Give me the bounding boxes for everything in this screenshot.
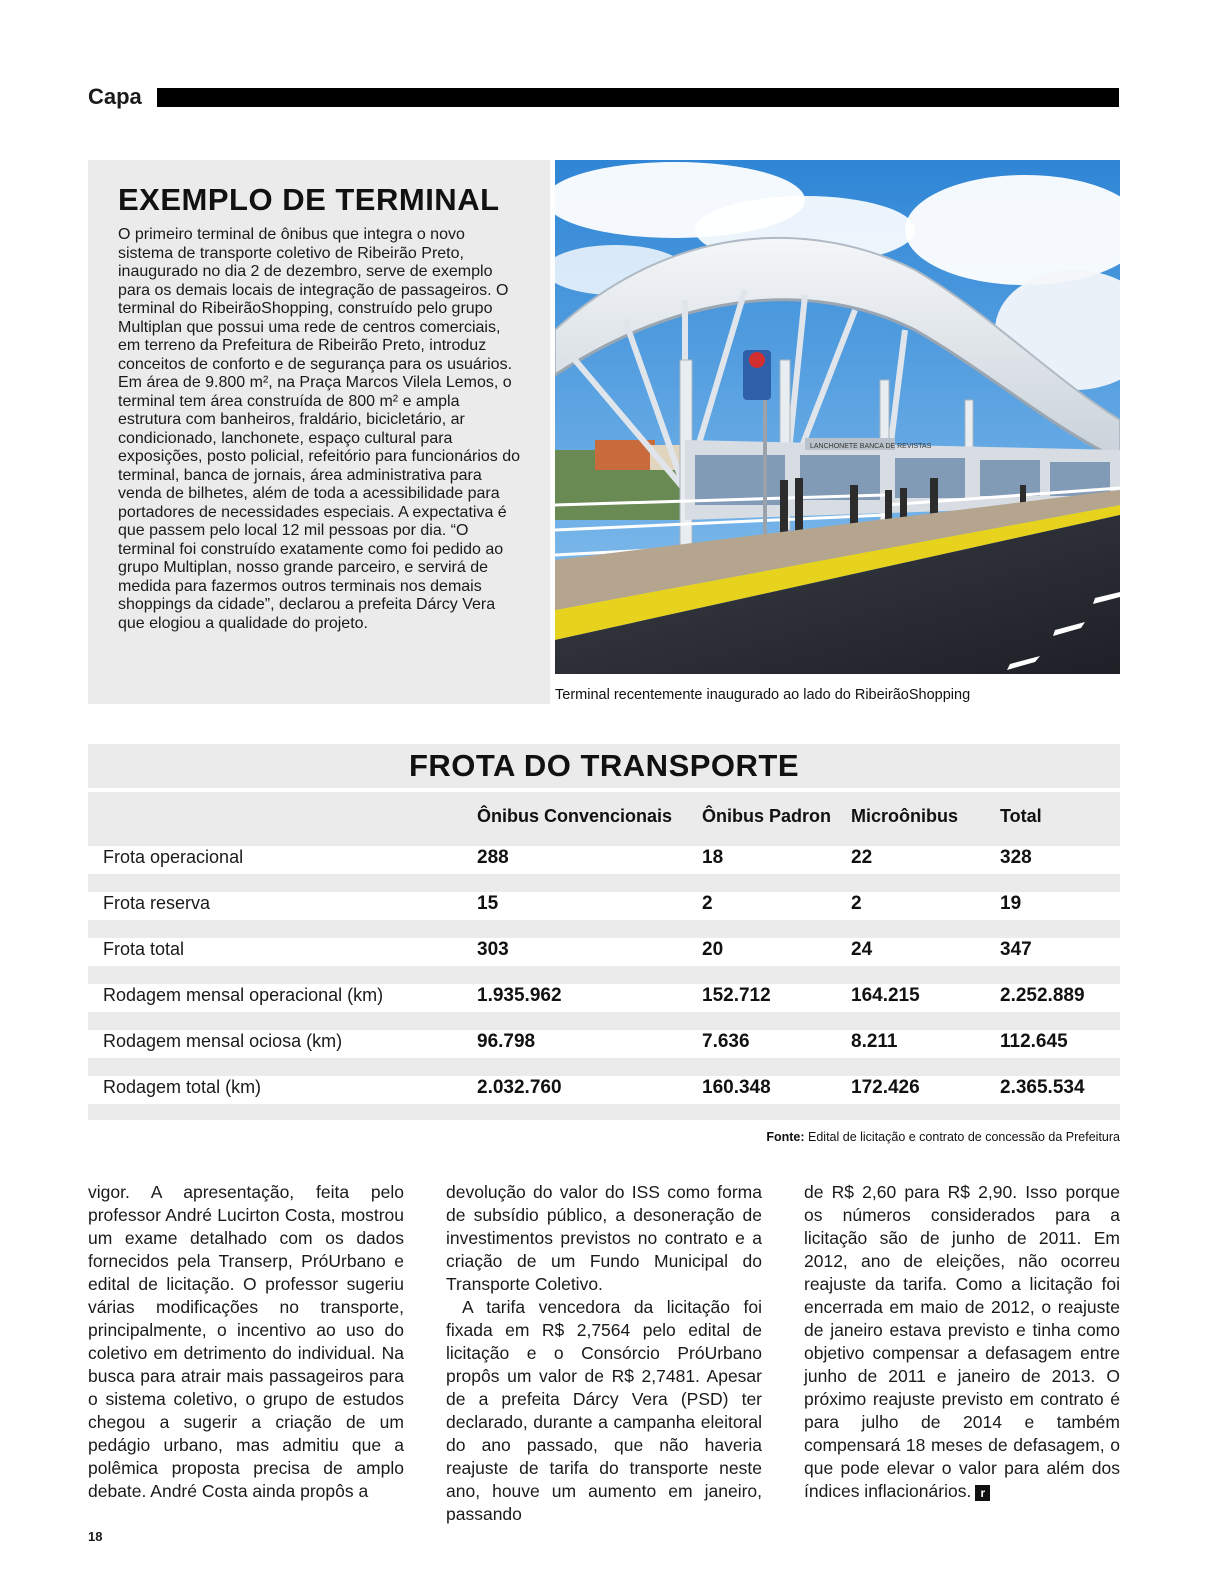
sidebar-title: EXEMPLO DE TERMINAL <box>118 182 500 217</box>
cell: 2.032.760 <box>477 1077 562 1098</box>
article-column-2 <box>446 1181 762 1526</box>
cell: 1.935.962 <box>477 985 562 1006</box>
cell: 288 <box>477 847 509 868</box>
terminal-photo <box>555 160 1120 674</box>
col-header-total: Total <box>1000 806 1042 826</box>
fleet-title-bar <box>88 744 1120 788</box>
row-label: Rodagem total (km) <box>103 1077 262 1097</box>
col-header-microonibus: Microônibus <box>851 806 958 826</box>
table-row <box>88 938 1120 966</box>
row-separator <box>88 1012 1120 1030</box>
row-separator <box>88 966 1120 984</box>
source-label: Fonte: <box>766 1130 805 1144</box>
row-separator <box>88 1104 1120 1120</box>
col-header-convencionais: Ônibus Convencionais <box>477 806 673 826</box>
row-label: Frota reserva <box>103 893 211 913</box>
terminal-sign: LANCHONETE BANCA DE REVISTAS <box>810 443 932 450</box>
section-label: Capa <box>88 84 142 109</box>
row-label: Rodagem mensal ociosa (km) <box>103 1031 343 1051</box>
cell: 328 <box>1000 847 1032 868</box>
end-mark-icon: r <box>975 1485 990 1501</box>
cell: 18 <box>702 847 724 868</box>
row-separator <box>88 1058 1120 1076</box>
cell: 2 <box>851 893 862 914</box>
cell: 2 <box>702 893 713 914</box>
row-label: Rodagem mensal operacional (km) <box>103 985 384 1005</box>
article-column-3 <box>804 1181 1120 1503</box>
table-row <box>88 846 1120 874</box>
cell: 347 <box>1000 939 1032 960</box>
table-row <box>88 1030 1120 1058</box>
row-separator <box>88 920 1120 938</box>
article-column-1 <box>88 1181 404 1503</box>
row-separator <box>88 874 1120 892</box>
col-header-padron: Ônibus Padron <box>702 806 832 826</box>
cell: 112.645 <box>1000 1031 1068 1052</box>
table-source <box>766 1130 1120 1144</box>
table-row <box>88 1076 1120 1104</box>
cell: 172.426 <box>851 1077 920 1098</box>
cell: 164.215 <box>851 985 920 1006</box>
cell: 20 <box>702 939 724 960</box>
cell: 22 <box>851 847 873 868</box>
table-row <box>88 984 1120 1012</box>
cell: 2.252.889 <box>1000 985 1085 1006</box>
photo-caption: Terminal recentemente inaugurado ao lado do RibeirãoShopping <box>555 687 971 703</box>
cell: 15 <box>477 893 499 914</box>
cell: 96.798 <box>477 1031 536 1052</box>
cell: 7.636 <box>702 1031 750 1052</box>
cell: 19 <box>1000 893 1022 914</box>
cell: 8.211 <box>851 1031 898 1052</box>
section-bar <box>157 88 1119 107</box>
table-row <box>88 892 1120 920</box>
article-paragraph: de R$ 2,60 para R$ 2,90. Isso porque os números considerados para a licitação são de junho de 2011. Em 2012, ano de eleições, não ocorreu reajuste da tarifa. Como a licitação foi encerrada em maio de 2012, o reajuste de janeiro estava previsto e tinha como objetivo compensar a defasagem entre junho de 2011 e janeiro de 2013. O próximo reajuste previsto em contrato é para julho de 2014 e também compensará 18 meses de defasagem, o que pode elevar o valor para além dos índices inflacionários. <box>804 1182 1120 1501</box>
cell: 303 <box>477 939 509 960</box>
cell: 160.348 <box>702 1077 771 1098</box>
article-paragraph: devolução do valor do ISS como forma de subsídio público, a desoneração de investimentos previstos no contrato e a criação de um Fundo Municipal do Transporte Coletivo. <box>446 1182 762 1294</box>
article-paragraph: A tarifa vencedora da licitação foi fixada em R$ 2,7564 pelo edital de licitação e o Consórcio PróUrbano propôs um valor de R$ 2,7481. Apesar de a prefeita Dárcy Vera (PSD) ter declarado, durante a campanha eleitoral do ano passado, que não haveria reajuste de tarifa do transporte neste ano, houve um aumento em janeiro, passando <box>446 1297 762 1524</box>
article-paragraph: vigor. A apresentação, feita pelo professor André Lucirton Costa, mostrou um exame detalhado com os dados fornecidos pela Transerp, PróUrbano e edital de licitação. O professor sugeriu várias modificações no transporte, principalmente, o incentivo ao uso do coletivo em detrimento do individual. Na busca para atrair mais passageiros para o sistema coletivo, o grupo de estudos chegou a sugerir a criação de um pedágio urbano, mas admitiu que a polêmica proposta precisa de amplo debate. André Costa ainda propôs a <box>88 1182 404 1501</box>
source-text: Edital de licitação e contrato de concessão da Prefeitura <box>808 1130 1120 1144</box>
fleet-title: FROTA DO TRANSPORTE <box>408 748 800 783</box>
article-paragraph-wrapper <box>804 1181 1120 1503</box>
cell: 152.712 <box>702 985 771 1006</box>
row-label: Frota operacional <box>103 847 244 867</box>
sidebar-box <box>88 160 550 704</box>
cell: 2.365.534 <box>1000 1077 1085 1098</box>
sidebar-text: O primeiro terminal de ônibus que integra o novo sistema de transporte coletivo de Ribeirão Preto, inaugurado no dia 2 de dezembro, serve de exemplo para os demais locais de integração de passageiros. O terminal do RibeirãoShopping, construído pelo grupo Multiplan que possui uma rede de centros comerciais, em terreno da Prefeitura de Ribeirão Preto, introduz conceitos de conforto e de segurança para os usuários. Em área de 9.800 m², na Praça Marcos Vilela Lemos, o terminal tem área construída de 800 m² e ampla estrutura com banheiros, fraldário, bicicletário, ar condicionado, lanchonete, espaço cultural para exposições, posto policial, refeitório para funcionários do terminal, banca de jornais, área administrativa para venda de bilhetes, além de toda a acessibilidade para portadores de necessidades especiais. A expectativa é que passem pelo local 12 mil pessoas por dia. “O terminal foi construído exatamente como foi pedido ao grupo Multiplan, nosso grande parceiro, e servirá de medida para fazermos outros terminais nos demais shoppings da cidade”, declarou a prefeita Dárcy Vera que elogiou a qualidade do projeto. <box>118 226 521 632</box>
row-label: Frota total <box>103 939 185 959</box>
fleet-table-header <box>88 792 1120 846</box>
cell: 24 <box>851 939 873 960</box>
page-number: 18 <box>88 1529 103 1544</box>
